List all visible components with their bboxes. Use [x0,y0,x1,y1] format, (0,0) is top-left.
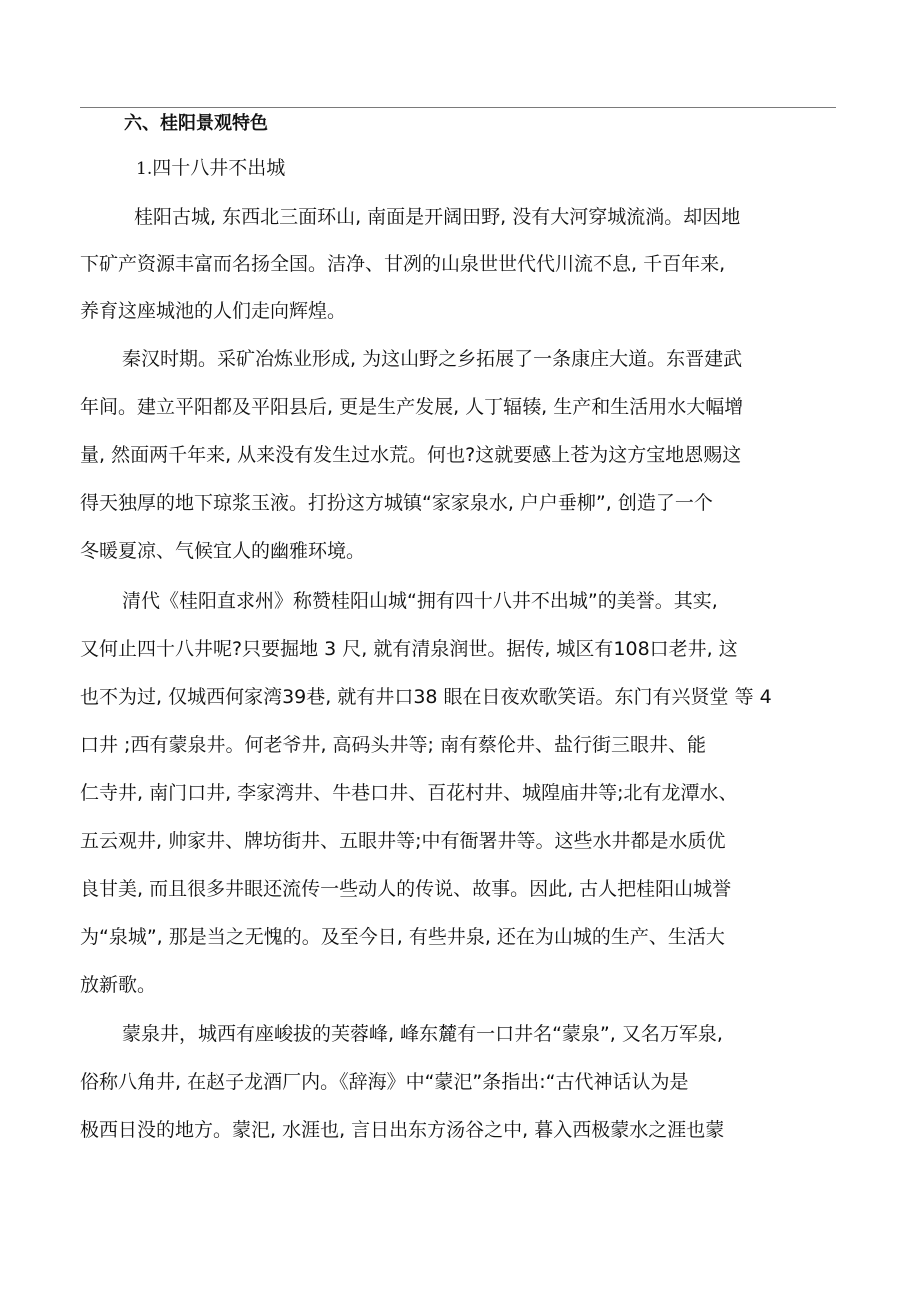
text-line: 俗称八角井, 在赵子龙酒厂内。《辞海》中“蒙汜”条指出:“古代神话认为是 [80,1071,689,1093]
text-line: 桂阳古城, 东西北三面环山, 南面是开阔田野, 没有大河穿城流淌。却因地 [134,206,741,228]
text-line: 量, 然面两千年来, 从来没有发生过水荒。何也?这就要感上苍为这方宝地恩赐这 [80,444,742,466]
text-line: 仁寺井, 南门口井, 李家湾井、牛巷口井、百花村井、城隍庙井等;北有龙潭水、 [80,782,738,804]
text-line: 为“泉城”, 那是当之无愧的。及至今日, 有些井泉, 还在为山城的生产、生活大 [80,926,725,948]
text-line: 下矿产资源丰富而名扬全国。洁净、甘冽的山泉世世代代川流不息, 千百年来, [80,253,726,275]
text-line: 养育这座城池的人们走向辉煌。 [80,300,347,322]
text-line: 良甘美, 而且很多井眼还流传一些动人的传说、故事。因此, 古人把桂阳山城誉 [80,878,732,900]
text-line: 极西日没的地方。蒙汜, 水涯也, 言日出东方汤谷之中, 暮入西极蒙水之涯也蒙 [80,1119,725,1141]
text-line: 口井 ;西有蒙泉井。何老爷井, 高码头井等; 南有蔡伦井、盐行街三眼井、能 [80,734,706,756]
text-line: 又何止四十八井呢?只要掘地 3 尺, 就有清泉润世。据传, 城区有108口老井, 这 [80,638,738,660]
subheading-number: 1. [136,159,153,179]
text-line: 清代《桂阳直求州》称赞桂阳山城“拥有四十八井不出城”的美誉。其实, [122,590,718,612]
section-heading: 六、桂阳景观特色 [124,113,268,134]
text-line: 年间。建立平阳都及平阳县后, 更是生产发展, 人丁辐辏, 生产和生活用水大幅增 [80,396,744,418]
header-rule [80,107,836,108]
text-line: 得天独厚的地下琼浆玉液。打扮这方城镇“家家泉水, 户户垂柳”, 创造了一个 [80,492,713,514]
subheading-text: 四十八井不出城 [152,157,286,179]
text-line: 也不为过, 仅城西何家湾39巷, 就有井口38 眼在日夜欢歌笑语。东门有兴贤堂 等 4 [80,686,772,708]
text-line: 五云观井, 帅家井、牌坊街井、五眼井等;中有衙署井等。这些水井都是水质优 [80,830,726,852]
text-line: 秦汉时期。采矿冶炼业形成, 为这山野之乡拓展了一条康庄大道。东晋建武 [122,348,743,370]
text-line: 蒙泉井，城西有座峻拔的芙蓉峰, 峰东麓有一口井名“蒙泉”, 又名万军泉, [122,1023,723,1045]
text-line: 冬暖夏凉、气候宜人的幽雅环境。 [80,540,366,562]
text-line: 放新歌。 [80,974,157,996]
subheading [136,154,285,183]
